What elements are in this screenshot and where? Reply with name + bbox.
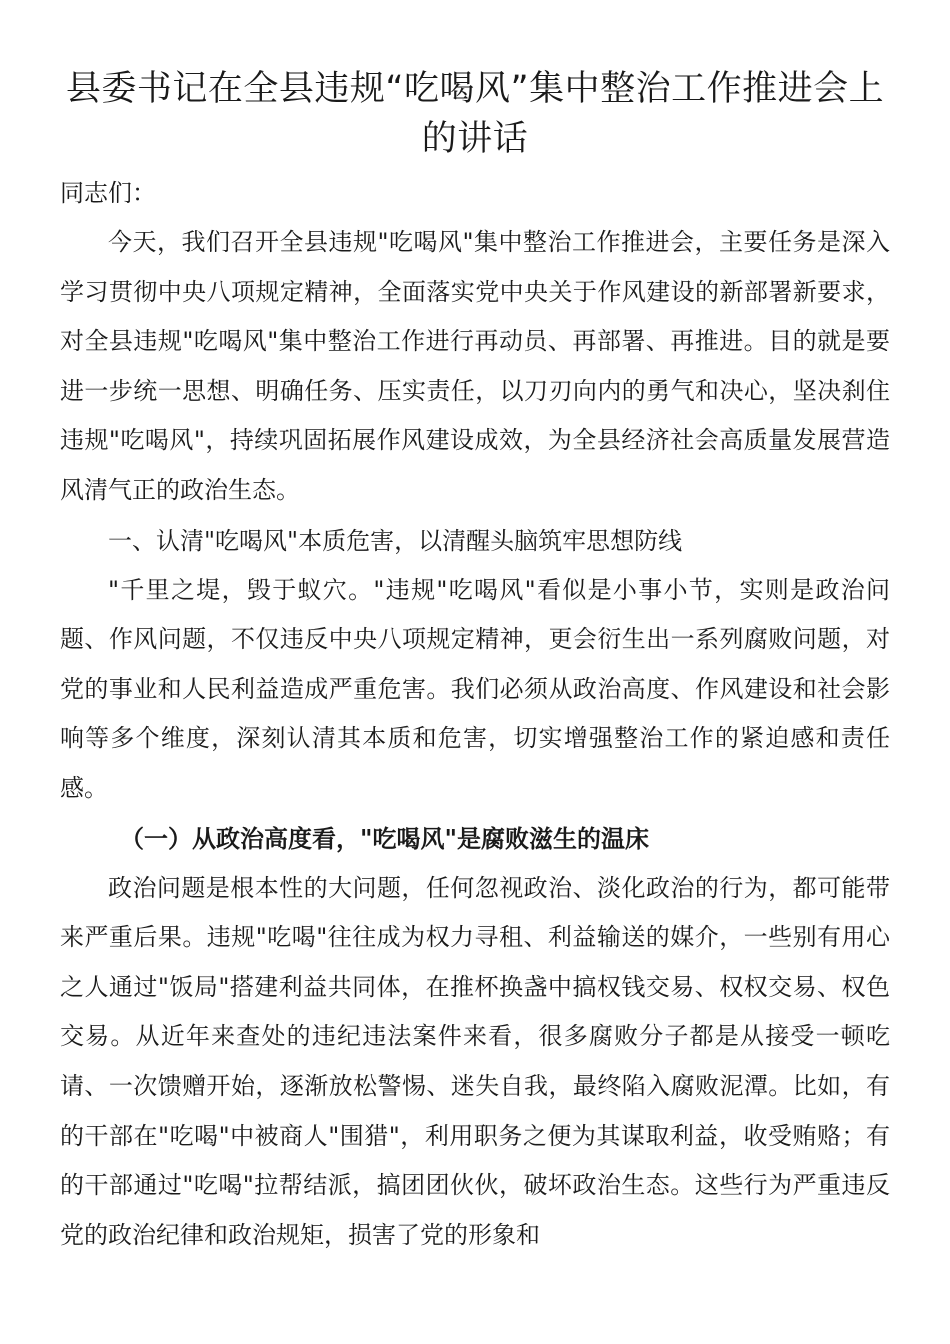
intro-paragraph: 今天，我们召开全县违规"吃喝风"集中整治工作推进会，主要任务是深入学习贯彻中央八项规定精神，全面落实党中央关于作风建设的新部署新要求，对全县违规"吃喝风"集中整治工作进行再动员、再部署、再推进。目的就是要进一步统一思想、明确任务、压实责任，以刀刃向内的勇气和决心，坚决刹住违规"吃喝风"，持续巩固拓展作风建设成效，为全县经济社会高质量发展营造风清气正的政治生态。 bbox=[60, 228, 890, 504]
section-1-heading: 一、认清"吃喝风"本质危害，以清醒头脑筑牢思想防线 bbox=[108, 526, 683, 555]
subsection-1-heading: （一）从政治高度看，"吃喝风"是腐败滋生的温床 bbox=[120, 823, 650, 853]
salutation: 同志们： bbox=[60, 179, 156, 207]
subsection-1-paragraph: 政治问题是根本性的大问题，任何忽视政治、淡化政治的行为，都可能带来严重后果。违规"吃喝"往往成为权力寻租、利益输送的媒介，一些别有用心之人通过"饭局"搭建利益共同体，在推杯换盏中搞权钱交易、权权交易、权色交易。从近年来查处的违纪违法案件来看，很多腐败分子都是从接受一顿吃请、一次馈赠开始，逐渐放松警惕、迷失自我，最终陷入腐败泥潭。比如，有的干部在"吃喝"中被商人"围猎"，利用职务之便为其谋取利益，收受贿赂；有的干部通过"吃喝"拉帮结派，搞团团伙伙，破坏政治生态。这些行为严重违反党的政治纪律和政治规矩，损害了党的形象和 bbox=[60, 873, 890, 1249]
section-1-paragraph: "千里之堤，毁于蚁穴。"违规"吃喝风"看似是小事小节，实则是政治问题、作风问题，不仅违反中央八项规定精神，更会衍生出一系列腐败问题，对党的事业和人民利益造成严重危害。我们必须从政治高度、作风建设和社会影响等多个维度，深刻认清其本质和危害，切实增强整治工作的紧迫感和责任感。 bbox=[60, 575, 890, 802]
document-title: 县委书记在全县违规“吃喝风”集中整治工作推进会上的讲话 bbox=[65, 69, 885, 159]
